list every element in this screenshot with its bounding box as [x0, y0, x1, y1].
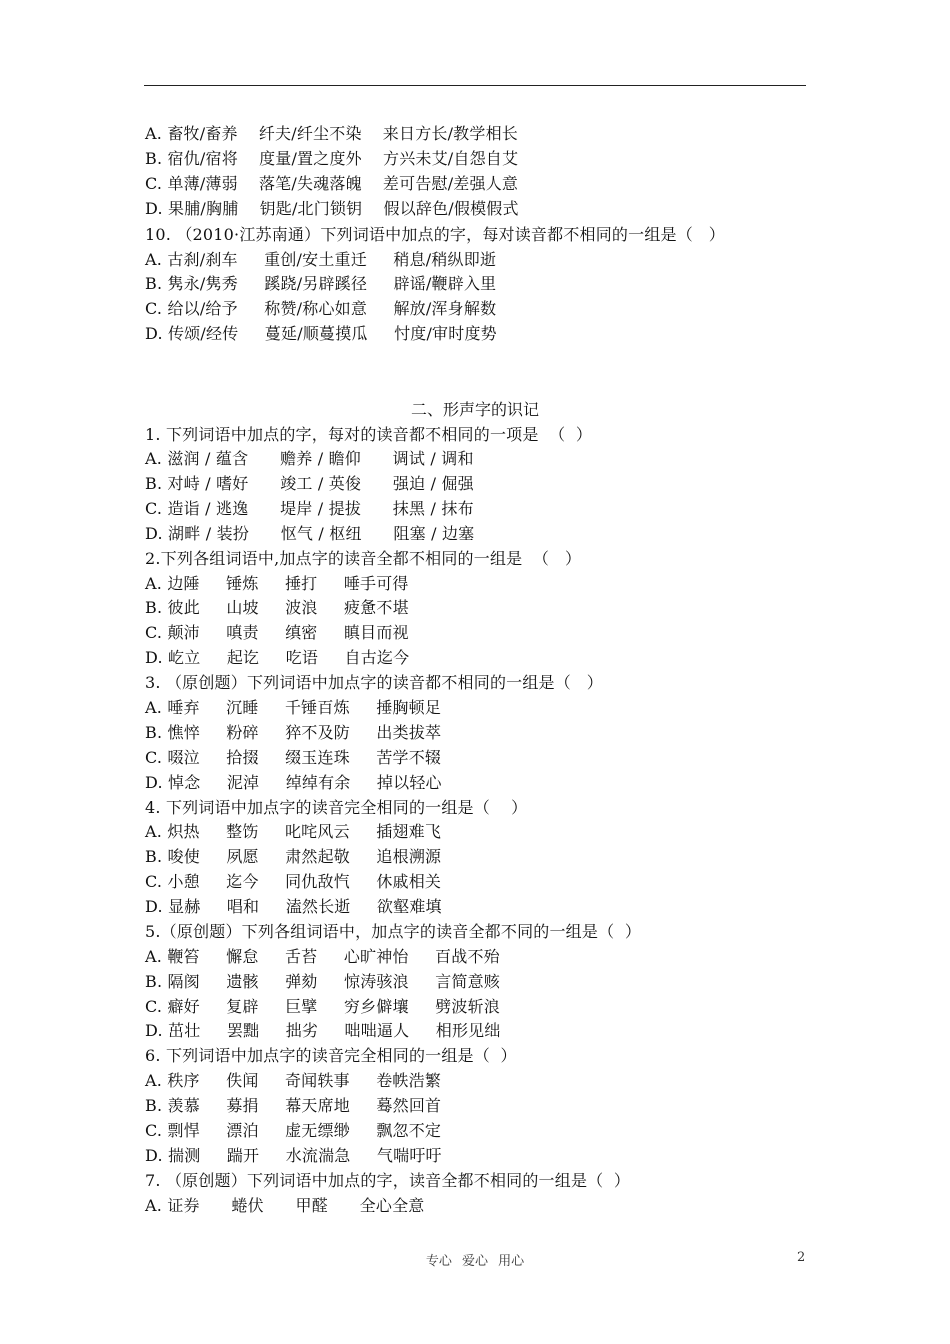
option-line: C. 癖好 复辟 巨擘 穷乡僻壤 劈波斩浪: [145, 997, 500, 1016]
option-line: C. 颠沛 嗔责 缜密 瞋目而视: [145, 623, 409, 642]
option-line: A. 炽热 整饬 叱咤风云 插翅难飞: [145, 822, 442, 841]
option-line: C. 单薄/薄弱 落笔/失魂落魄 差可告慰/差强人意: [145, 174, 519, 193]
option-line: A. 边陲 锤炼 捶打 唾手可得: [145, 574, 409, 593]
question-line: 1. 下列词语中加点的字，每对的读音都不相同的一项是 （ ）: [145, 425, 593, 444]
question-line: 3. （原创题）下列词语中加点字的读音都不相同的一组是（ ）: [145, 673, 604, 692]
question-line: 5.（原创题）下列各组词语中，加点字的读音全都不同的一组是（ ）: [145, 922, 642, 941]
header-rule: [144, 85, 806, 86]
option-line: C. 给以/给予 称赞/称心如意 解放/浑身解数: [145, 299, 497, 318]
option-line: B. 隔阂 遗骸 弹劾 惊涛骇浪 言简意赅: [145, 972, 501, 991]
page-number: 2: [797, 1250, 806, 1265]
question-line: 6. 下列词语中加点字的读音完全相同的一组是（ ）: [145, 1046, 517, 1065]
option-line: B. 羡慕 募捐 幕天席地 蓦然回首: [145, 1096, 442, 1115]
option-line: B. 憔悴 粉碎 猝不及防 出类拔萃: [145, 723, 442, 742]
option-line: A. 唾弃 沉睡 千锤百炼 捶胸顿足: [145, 698, 442, 717]
option-line: A. 滋润 / 蕴含 赡养 / 瞻仰 调试 / 调和: [145, 449, 474, 468]
option-line: C. 剽悍 漂泊 虚无缥缈 飘忽不定: [145, 1121, 442, 1140]
option-line: D. 茁壮 罢黜 拙劣 咄咄逼人 相形见绌: [145, 1021, 501, 1040]
option-line: D. 湖畔 / 装扮 怄气 / 枢纽 阻塞 / 边塞: [145, 524, 475, 543]
question-line: 2.下列各组词语中,加点字的读音全都不相同的一组是 （ ）: [145, 549, 582, 568]
option-line: D. 显赫 唱和 溘然长逝 欲壑难填: [145, 897, 442, 916]
option-line: A. 证券 蜷伏 甲醛 全心全意: [145, 1196, 425, 1215]
question-line: 4. 下列词语中加点字的读音完全相同的一组是（ ）: [145, 798, 528, 817]
option-line: D. 传颂/经传 蔓延/顺蔓摸瓜 忖度/审时度势: [145, 324, 497, 343]
option-line: D. 果脯/胸脯 钥匙/北门锁钥 假以辞色/假模假式: [145, 199, 519, 218]
footer-motto: 专心 爱心 用心: [425, 1254, 525, 1269]
option-line: A. 秩序 佚闻 奇闻轶事 卷帙浩繁: [145, 1071, 442, 1090]
option-line: A. 古刹/刹车 重创/安土重迁 稍息/稍纵即逝: [145, 250, 497, 269]
option-line: A. 鞭笞 懈怠 舌苔 心旷神怡 百战不殆: [145, 947, 500, 966]
option-line: B. 对峙 / 嗜好 竣工 / 英俊 强迫 / 倔强: [145, 474, 474, 493]
option-line: B. 隽永/隽秀 蹊跷/另辟蹊径 辟谣/鞭辟入里: [145, 274, 497, 293]
question-line: 10. （2010·江苏南通）下列词语中加点的字，每对读音都不相同的一组是（ ）: [145, 225, 725, 244]
option-line: A. 畜牧/畜养 纤夫/纤尘不染 来日方长/教学相长: [145, 124, 518, 143]
option-line: D. 屹立 起讫 吃语 自古迄今: [145, 648, 410, 667]
question-line: 7. （原创题）下列词语中加点的字，读音全都不相同的一组是（ ）: [145, 1171, 631, 1190]
section-heading: 二、形声字的识记: [410, 400, 539, 419]
option-line: C. 小憩 迄今 同仇敌忾 休戚相关: [145, 872, 442, 891]
option-line: B. 彼此 山坡 波浪 疲惫不堪: [145, 598, 409, 617]
option-line: D. 悼念 泥淖 绰绰有余 掉以轻心: [145, 773, 442, 792]
option-line: D. 揣测 踹开 水流湍急 气喘吁吁: [145, 1146, 442, 1165]
option-line: B. 宿仇/宿将 度量/置之度外 方兴未艾/自怨自艾: [145, 149, 519, 168]
option-line: C. 啜泣 拾掇 缀玉连珠 苦学不辍: [145, 748, 442, 767]
option-line: B. 唆使 夙愿 肃然起敬 追根溯源: [145, 847, 442, 866]
option-line: C. 造诣 / 逃逸 堤岸 / 提拔 抹黑 / 抹布: [145, 499, 474, 518]
